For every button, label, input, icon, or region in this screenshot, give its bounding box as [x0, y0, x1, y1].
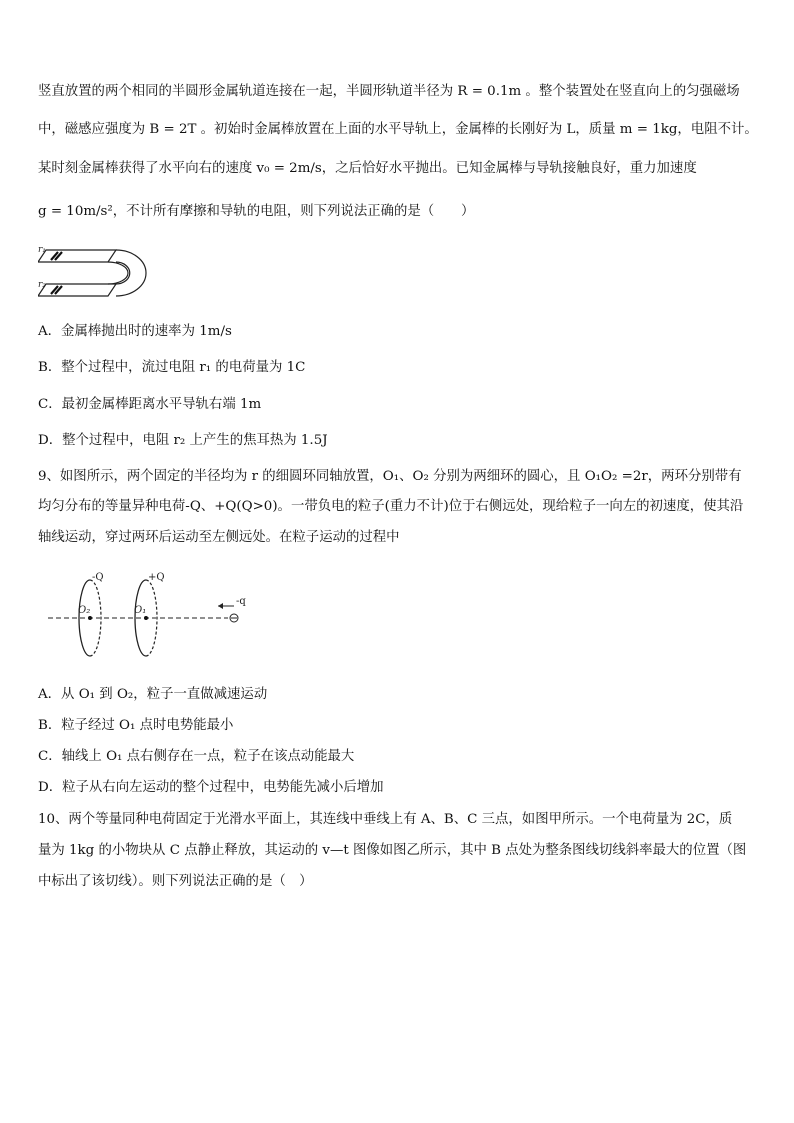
o2-label: O₂: [78, 605, 91, 616]
r1-label: r₁: [38, 245, 46, 255]
q8-option-b: B．整个过程中，流过电阻 r₁ 的电荷量为 1C: [38, 360, 306, 375]
q9-option-a: A．从 O₁ 到 O₂，粒子一直做减速运动: [38, 687, 268, 702]
q10-line-3: 中标出了该切线）。则下列说法正确的是（ ）: [38, 874, 313, 889]
q8-option-a: A．金属棒抛出时的速率为 1m/s: [38, 324, 232, 339]
q10-line-2: 量为 1kg 的小物块从 C 点静止释放，其运动的 v—t 图像如图乙所示，其中 B 点处为整条图线切线斜率最大的位置（图: [38, 843, 747, 858]
q8-rail-figure: [38, 240, 158, 304]
particle-label: -q: [236, 596, 246, 607]
q9-line-2: 均匀分布的等量异种电荷-Q、+Q(Q>0)。一带负电的粒子(重力不计)位于右侧远处，现给粒子一向左的初速度，使其沿: [38, 499, 744, 514]
q9-option-d: D．粒子从右向左运动的整个过程中，电势能先减小后增加: [38, 780, 384, 795]
q8-option-c: C．最初金属棒距离水平导轨右端 1m: [38, 397, 262, 412]
q9-option-b: B．粒子经过 O₁ 点时电势能最小: [38, 718, 234, 733]
q9-ring-figure: [48, 568, 258, 668]
q8-line-2: 中，磁感应强度为 B = 2T 。初始时金属棒放置在上面的水平导轨上，金属棒的长刚好为 L，质量 m = 1kg，电阻不计。: [38, 122, 758, 137]
ring-left-charge-label: -Q: [92, 572, 104, 583]
q9-option-c: C．轴线上 O₁ 点右侧存在一点，粒子在该点动能最大: [38, 749, 355, 764]
q8-line-3: 某时刻金属棒获得了水平向右的速度 v₀ = 2m/s，之后恰好水平抛出。已知金属棒与导轨接触良好，重力加速度: [38, 161, 697, 176]
q8-line-4: g = 10m/s²，不计所有摩擦和导轨的电阻，则下列说法正确的是（ ）: [38, 204, 475, 219]
q8-option-d: D．整个过程中，电阻 r₂ 上产生的焦耳热为 1.5J: [38, 433, 328, 448]
o1-label: O₁: [134, 605, 147, 616]
r2-label: r₂: [38, 280, 46, 290]
q9-line-3: 轴线运动，穿过两环后运动至左侧远处。在粒子运动的过程中: [38, 530, 400, 545]
q8-line-1: 竖直放置的两个相同的半圆形金属轨道连接在一起，半圆形轨道半径为 R = 0.1m 。整个装置处在竖直向上的匀强磁场: [38, 84, 740, 99]
ring-right-charge-label: +Q: [148, 572, 165, 583]
q10-line-1: 10、两个等量同种电荷固定于光滑水平面上，其连线中垂线上有 A、B、C 三点，如图甲所示。一个电荷量为 2C，质: [38, 812, 733, 827]
q9-line-1: 9、如图所示，两个固定的半径均为 r 的细圆环同轴放置，O₁、O₂ 分别为两细环的圆心，且 O₁O₂ =2r，两环分别带有: [38, 469, 742, 484]
